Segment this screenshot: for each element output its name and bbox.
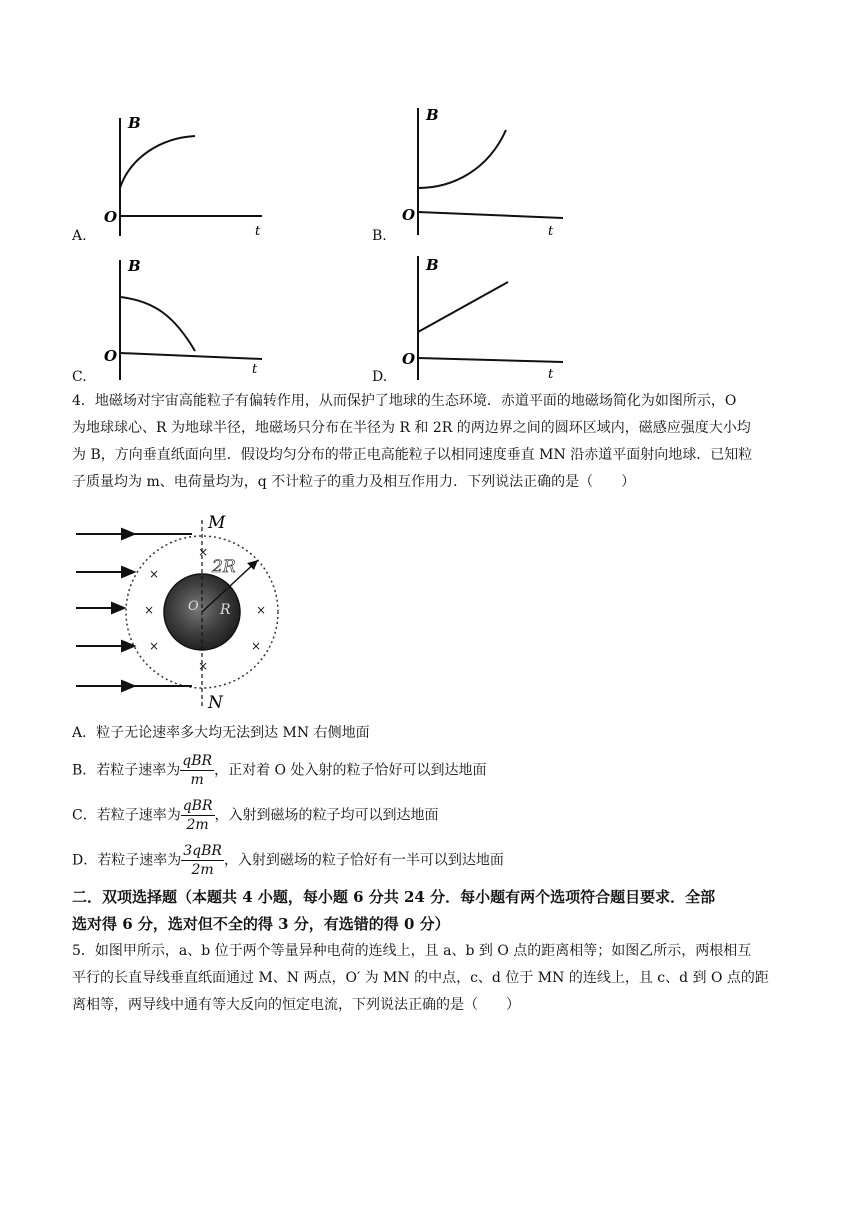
graph-b-xlabel: t — [548, 224, 554, 239]
svg-text:×: × — [198, 545, 209, 559]
label-m: M — [208, 513, 226, 533]
q4-option-c: C．若粒子速率为 $\frac{\text{qBR}}{2m}$ ，入射到磁场的粒子均可以到达地面 — [72, 798, 439, 833]
option-d-letter: D. — [372, 369, 388, 385]
section-2-line-1: 二．双项选择题（本题共 4 小题，每小题 6 分共 24 分．每小题有两个选项符合题目要求．全部 — [72, 888, 716, 906]
graph-b-ylabel: B — [426, 106, 439, 124]
graph-b-curve — [418, 130, 506, 188]
graph-a-ylabel: B — [128, 114, 141, 132]
q4-option-d: D．若粒子速率为 $\frac{\text{3qBR}}{2m}$ ，入射到磁场的粒子恰好有一半可以到达地面 — [72, 843, 504, 878]
q4-line-1: 4．地磁场对宇宙高能粒子有偏转作用，从而保护了地球的生态环境．赤道平面的地磁场简化为如图所示，O — [72, 393, 737, 409]
graph-d-xlabel: t — [548, 367, 554, 382]
graph-c-origin: O — [104, 347, 118, 365]
q4-option-b: B．若粒子速率为 $\frac{\text{qBR}}{m}$ ，正对着 O 处入射的粒子恰好可以到达地面 — [72, 753, 487, 788]
graph-c-xlabel: t — [252, 362, 258, 377]
graph-d-origin: O — [402, 350, 416, 368]
label-2r: 2R — [212, 557, 236, 577]
graph-d-ylabel: B — [426, 256, 439, 274]
graph-b-origin: O — [402, 206, 416, 224]
q4-option-b-fraction: $\frac{\text{qBR}}{m}$ — [182, 753, 213, 788]
q4-option-a: A．粒子无论速率多大均无法到达 MN 右侧地面 — [72, 725, 370, 741]
svg-text:×: × — [149, 567, 160, 581]
label-n: N — [208, 693, 223, 712]
q4-line-2: 为地球球心、R 为地球半径，地磁场只分布在半径为 R 和 2R 的两边界之间的圆环区域内，磁感应强度大小均 — [72, 420, 751, 436]
graph-a-xlabel: t — [255, 224, 261, 239]
q4-line-4: 子质量均为 m、电荷量均为，q 不计粒子的重力及相互作用力．下列说法正确的是（ ） — [72, 474, 636, 490]
q4-option-d-fraction: $\frac{\text{3qBR}}{2m}$ — [183, 843, 222, 878]
svg-text:×: × — [144, 603, 155, 617]
option-b-letter: B. — [372, 228, 387, 244]
q4-option-c-fraction: $\frac{\text{qBR}}{2m}$ — [182, 798, 213, 833]
q5-line-3: 离相等，两导线中通有等大反向的恒定电流，下列说法正确的是（ ） — [72, 997, 520, 1013]
graph-a-origin: O — [104, 208, 118, 226]
label-r: R — [220, 602, 231, 618]
q5-line-2: 平行的长直导线垂直纸面通过 M、N 两点，O′ 为 MN 的中点，c、d 位于 MN 的连线上，且 c、d 到 O 点的距 — [72, 970, 769, 986]
graph-c-curve — [120, 297, 195, 351]
q4-line-3: 为 B，方向垂直纸面向里．假设均匀分布的带正电高能粒子以相同速度垂直 MN 沿赤道平面射向地球．已知粒 — [72, 447, 753, 463]
graph-d — [398, 250, 568, 385]
graph-b — [398, 100, 568, 240]
graph-a — [100, 108, 270, 243]
graph-c — [100, 255, 270, 385]
option-a-letter: A. — [72, 228, 87, 244]
svg-text:×: × — [251, 639, 262, 653]
graph-a-curve — [120, 136, 195, 188]
svg-text:×: × — [149, 639, 160, 653]
earth-field-figure — [72, 512, 292, 712]
q5-line-1: 5．如图甲所示，a、b 位于两个等量异种电荷的连线上，且 a、b 到 O 点的距离相等；如图乙所示，两根相互 — [72, 943, 752, 959]
option-c-letter: C. — [72, 369, 87, 385]
svg-text:×: × — [198, 659, 209, 673]
section-2-line-2: 选对得 6 分，选对但不全的得 3 分，有选错的得 0 分） — [72, 915, 450, 933]
graph-d-curve — [418, 282, 508, 332]
label-o: O — [188, 599, 199, 614]
svg-text:×: × — [256, 603, 267, 617]
graph-c-ylabel: B — [128, 257, 141, 275]
